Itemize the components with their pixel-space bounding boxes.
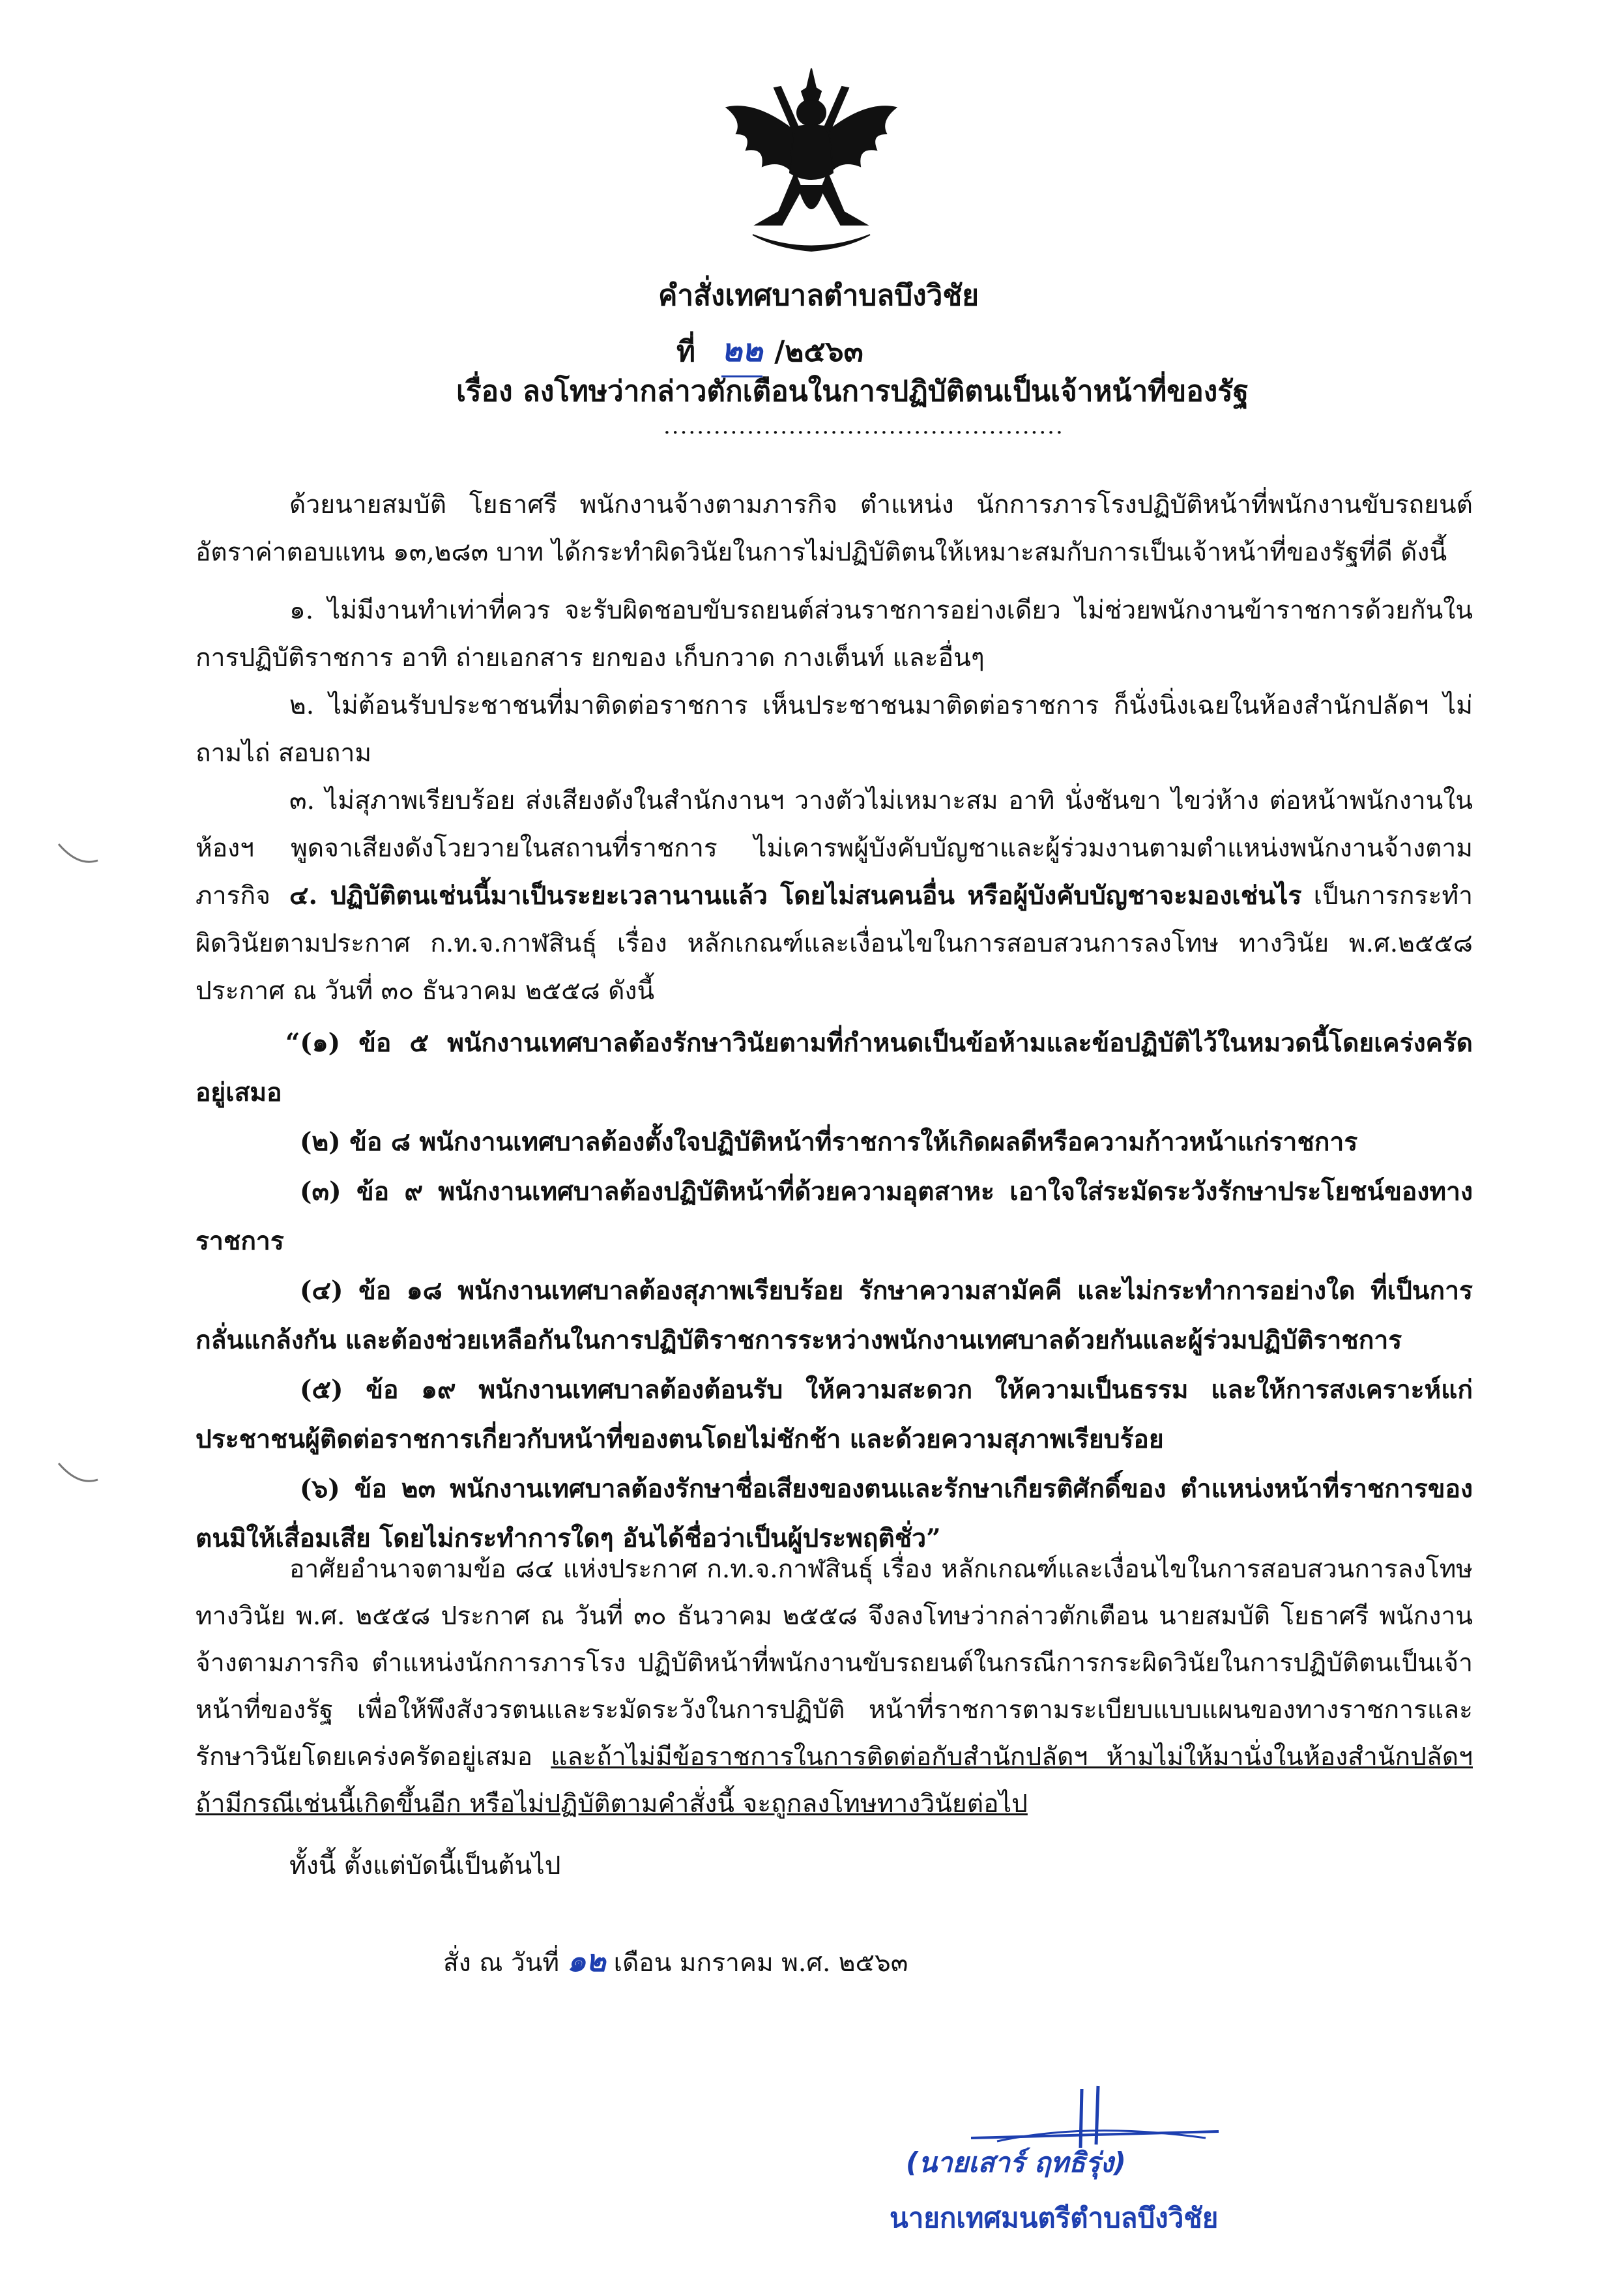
intro-paragraph: ด้วยนายสมบัติ โยธาศรี พนักงานจ้างตามภารกิจ ตำแหน่ง นักการภารโรงปฏิบัติหน้าที่พนักงานขับรถยนต์ อัตราค่าตอบแทน ๑๓,๒๘๓ บาท ได้กระทำผิดวินัยในการไม่ปฏิบัติตนให้เหมาะสมกับการเป็นเจ้าหน้าที่ของรัฐที่ดี ดังนี้ — [196, 490, 1473, 567]
authority-paragraph — [196, 1546, 1473, 1828]
rule-6: (๖) ข้อ ๒๓ พนักงานเทศบาลต้องรักษาชื่อเสียงของตนและรักษาเกียรติศักดิ์ของ ตำแหน่งหน้าที่ราชการของตนมิให้เสื่อมเสีย โดยไม่กระทำการใดๆ อันได้ชื่อว่าเป็นผู้ประพฤติชั่ว” — [196, 1474, 1473, 1553]
authority-text: อาศัยอำนาจตามข้อ ๘๔ แห่งประกาศ ก.ท.จ.กาฬสินธุ์ เรื่อง หลักเกณฑ์และเงื่อนไขในการสอบสวนการลงโทษทางวินัย พ.ศ. ๒๕๕๘ ประกาศ ณ วันที่ ๓๐ ธันวาคม ๒๕๕๘ จึงลงโทษว่ากล่าวตักเตือน นายสมบัติ โยธาศรี พนักงานจ้างตามภารกิจ ตำแหน่งนักการภารโรง ปฏิบัติหน้าที่พนักงานขับรถยนต์ในกรณีการกระผิดวินัยในการปฏิบัติตนเป็นเจ้าหน้าที่ของรัฐ เพื่อให้พึงสังวรตนและระมัดระวังในการปฏิบัติ หน้าที่ราชการตามระเบียบแบบแผนของทางราชการและรักษาวินัยโดยเคร่งครัดอยู่เสมอ — [196, 1555, 1473, 1772]
punch-hole-mark-icon — [55, 841, 101, 867]
rule-3: (๓) ข้อ ๙ พนักงานเทศบาลต้องปฏิบัติหน้าที่ด้วยความอุตสาหะ เอาใจใส่ระมัดระวังรักษาประโยชน์ของทางราชการ — [196, 1177, 1473, 1256]
quoted-rules — [196, 1018, 1473, 1563]
rule-5: (๕) ข้อ ๑๙ พนักงานเทศบาลต้องต้อนรับ ให้ความสะดวก ให้ความเป็นธรรม และให้การสงเคราะห์แก่ประชาชนผู้ติดต่อราชการเกี่ยวกับหน้าที่ของตนโดยไม่ชักช้า และด้วยความสุภาพเรียบร้อย — [196, 1375, 1473, 1454]
order-date-prefix: สั่ง ณ วันที่ — [443, 1948, 560, 1978]
misconduct-item-4-bold: ๔. ปฏิบัติตนเช่นนี้มาเป็นระยะเวลานานแล้ว โดยไม่สนคนอื่น หรือผู้บังคับบัญชาจะมองเช่นไร — [289, 881, 1302, 911]
effective-statement: ทั้งนี้ ตั้งแต่บัดนี้เป็นต้นไป — [289, 1851, 561, 1881]
order-number-prefix: ที่ — [676, 335, 696, 368]
punch-hole-mark-icon — [55, 1460, 101, 1486]
authority-underlined-text: และถ้าไม่มีข้อราชการในการติดต่อกับสำนักปลัดฯ ห้ามไม่ให้มานั่งในห้องสำนักปลัดฯ ถ้ามีกรณีเช่นนี้เกิดขึ้นอีก หรือไม่ปฏิบัติตามคำสั่งนี้ จะถูกลงโทษทางวินัยต่อไป — [196, 1742, 1473, 1819]
order-date — [443, 1937, 1290, 1987]
misconduct-item-2: ๒. ไม่ต้อนรับประชาชนที่มาติดต่อราชการ เห็นประชาชนมาติดต่อราชการ ก็นั่งนิ่งเฉยในห้องสำนักปลัดฯ ไม่ถามไถ่ สอบถาม — [196, 691, 1473, 768]
rule-2: (๒) ข้อ ๘ พนักงานเทศบาลต้องตั้งใจปฏิบัติหน้าที่ราชการให้เกิดผลดีหรือความก้าวหน้าแก่ราชการ — [300, 1127, 1358, 1157]
misconduct-item-4 — [196, 872, 1473, 1015]
garuda-emblem-icon — [717, 62, 906, 271]
order-number-suffix: /๒๕๖๓ — [774, 335, 863, 368]
order-date-handwritten: ๑๒ — [567, 1943, 606, 1978]
signer-name: (นายเสาร์ ฤทธิรุ่ง) — [906, 2146, 1126, 2178]
order-title: คำสั่งเทศบาลตำบลบึงวิชัย — [658, 279, 979, 312]
misconduct-item-1: ๑. ไม่มีงานทำเท่าที่ควร จะรับผิดชอบขับรถยนต์ส่วนราชการอย่างเดียว ไม่ช่วยพนักงานข้าราชการด้วยกันในการปฏิบัติราชการ อาทิ ถ่ายเอกสาร ยกของ เก็บกวาด กางเต็นท์ และอื่นๆ — [196, 596, 1473, 673]
order-date-suffix: เดือน มกราคม พ.ศ. ๒๕๖๓ — [613, 1948, 908, 1978]
signer-title: นายกเทศมนตรีตำบลบึงวิชัย — [890, 2202, 1219, 2234]
order-subject: เรื่อง ลงโทษว่ากล่าวตักเตือนในการปฏิบัติตนเป็นเจ้าหน้าที่ของรัฐ — [456, 375, 1249, 408]
misconduct-item-4-rest: เป็นการกระทำผิดวินัยตามประกาศ ก.ท.จ.กาฬสินธุ์ เรื่อง หลักเกณฑ์และเงื่อนไขในการสอบสวนการลงโทษ ทางวินัย พ.ศ.๒๕๕๘ ประกาศ ณ วันที่ ๓๐ ธันวาคม ๒๕๕๘ ดังนี้ — [196, 881, 1473, 1006]
header-separator: ................................................ — [663, 413, 1064, 439]
rule-1: “(๑) ข้อ ๕ พนักงานเทศบาลต้องรักษาวินัยตามที่กำหนดเป็นข้อห้ามและข้อปฏิบัติไว้ในหมวดนี้โดยเคร่งครัดอยู่เสมอ — [196, 1028, 1473, 1107]
rule-4: (๔) ข้อ ๑๘ พนักงานเทศบาลต้องสุภาพเรียบร้อย รักษาความสามัคคี และไม่กระทำการอย่างใด ที่เป็นการกลั่นแกล้งกัน และต้องช่วยเหลือกันในการปฏิบัติราชการระหว่างพนักงานเทศบาลด้วยกันและผู้ร่วมปฏิบัติราชการ — [196, 1276, 1473, 1355]
order-number-handwritten: ๒๒ — [721, 326, 762, 377]
misconduct-item-3: ๓. ไม่สุภาพเรียบร้อย ส่งเสียงดังในสำนักงานฯ วางตัวไม่เหมาะสม อาทิ นั่งชันขา ไขว่ห้าง ต่อหน้าพนักงานในห้องฯ พูดจาเสียงดังโวยวายในสถานที่ราชการ ไม่เคารพผู้บังคับบัญชาและผู้ร่วมงานตามตำแหน่งพนักงานจ้างตามภารกิจ — [196, 786, 1473, 911]
